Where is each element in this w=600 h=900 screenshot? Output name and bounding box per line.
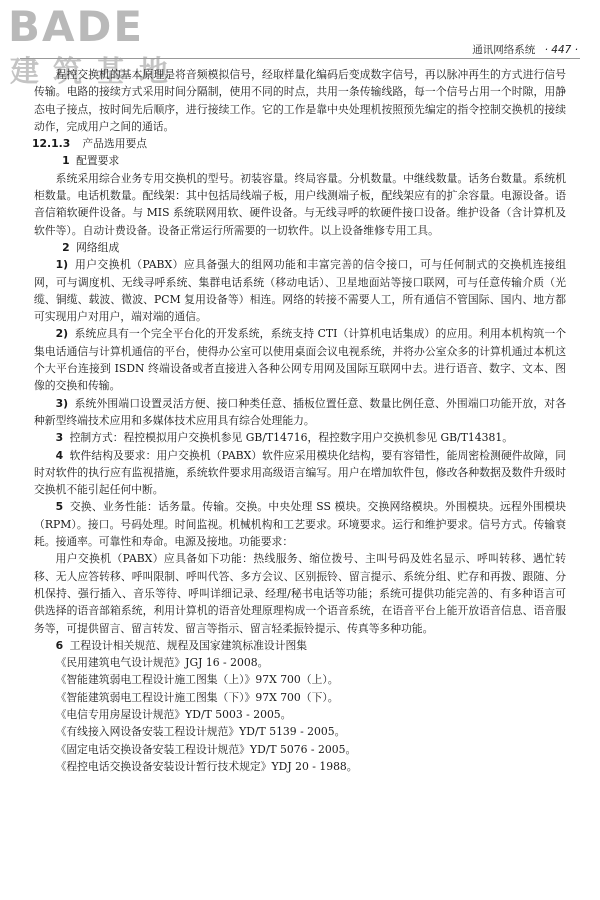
heading-2-number: 2 <box>62 240 70 254</box>
header-title: 通讯网络系统 <box>472 44 536 56</box>
item-1-text: 用户交换机（PABX）应具备强大的组网功能和丰富完善的信令接口，可与任何制式的交换机连接组网，可与调度机、无线寻呼系统、集群电话系统（移动电话）、卫星地面站等接口联网，可与任意传输介质（光缆、铜缆、载波、微波、PCM 复用设备等）相连。网络的转接不需要人工，所有通信不管国际、国内、地方都可实现用户对用户，端对端的通信。 <box>34 258 566 324</box>
heading-6-title: 工程设计相关规范、规程及国家建筑标准设计图集 <box>69 638 308 652</box>
item-2-text: 系统应具有一个完全平台化的开发系统，系统支持 CTI（计算机电话集成）的应用。利用本机构筑一个集电话通信与计算机通信的平台，使得办公室可以使用桌面会议电视系统，并将办公室众多的计算机通过本机这个大平台连接到 ISDN 终端设备或者直接进入各种公网专用网及国际互联网中去。进行语音、数字、文本、图像的交换和传输。 <box>34 327 566 393</box>
reference-item: 《程控电话交换设备安装设计暂行技术规定》YDJ 20 - 1988。 <box>55 759 358 773</box>
page-number: · 447 · <box>544 44 578 56</box>
reference-item: 《智能建筑弱电工程设计施工图集（下）》97X 700（下）。 <box>55 690 339 704</box>
page-body <box>34 66 566 775</box>
section-number: 12.1.3 <box>32 137 71 151</box>
heading-1-number: 1 <box>62 154 70 168</box>
heading-3-text: 控制方式：程控模拟用户交换机参见 GB/T14716，程控数字用户交换机参见 GB/T14381。 <box>69 431 514 445</box>
config-paragraph: 系统采用综合业务专用交换机的型号。初装容量。终局容量。分机数量。中继线数量。话务台数量。系统机柜数量。电话机数量。配线架：其中包括局线端子板，用户线测端子板，配线架应有的扩余容量。电源设备。语音信箱软硬件设备。与 MIS 系统联网用软、硬件设备。与无线寻呼的软硬件接口设备。维护设备（含计算机及软件等）。自动计费设备。设备正常运行所需要的一切软件。以上设备维修专用工具。 <box>34 171 566 237</box>
intro-paragraph: 程控交换机的基本原理是将音频模拟信号，经取样量化编码后变成数字信号，再以脉冲再生的方式进行信号传输。电路的接续方式采用时间分隔制，使用不同的时点，共用一条传输线路，每一个信号占用一个时隙，用静态电子接点，按时间先后顺序，进行接续工作。它的工作是靠中央处理机按照预先编定的指令控制交换机的接续动作，完成用户之间的通话。 <box>34 68 566 133</box>
item-3-number: 3) <box>55 396 69 410</box>
network-item-2 <box>34 325 566 394</box>
item-3-text: 系统外围端口设置灵活方便、接口种类任意、插板位置任意、数量比例任意、外围端口功能开放，对各种新型终端技术应用和多媒体技术应用具有综合处理能力。 <box>34 396 566 427</box>
heading-1-title: 配置要求 <box>76 154 120 168</box>
heading-2 <box>34 239 566 256</box>
logo-chinese-text: 建筑基地 <box>10 54 183 88</box>
reference-item: 《电信专用房屋设计规范》YD/T 5003 - 2005。 <box>55 707 292 721</box>
heading-6-paragraph <box>34 637 566 654</box>
reference-item: 《有线接入网设备安装工程设计规范》YD/T 5139 - 2005。 <box>55 725 346 739</box>
heading-3-number: 3 <box>55 431 64 445</box>
heading-2-title: 网络组成 <box>76 240 120 254</box>
heading-4-number: 4 <box>55 448 64 462</box>
features-paragraph: 用户交换机（PABX）应具备如下功能：热线服务、缩位拨号、主叫号码及姓名显示、呼叫转移、遇忙转移、无人应答转移、呼叫限制、呼叫代答、多方会议、区别振铃、留言提示、系统分组、贮存和再拨、跟随、分机保持、强行插入、音乐等待、呼叫详细记录、经理/秘书电话等功能；系统可提供功能完善的、有多种语言可供选择的语音部箱系统，利用计算机的语音处理原理构成一个语音系统，在语音平台上能开放语音信息、语音服务等，可提供留言、留言转发、留言等指示、留言轻柔振铃提示、传真等多种功能。 <box>34 552 566 635</box>
running-header <box>472 42 578 57</box>
heading-1 <box>34 152 566 169</box>
item-1-number: 1) <box>55 258 69 272</box>
reference-item: 《固定电话交换设备安装工程设计规范》YD/T 5076 - 2005。 <box>55 742 357 756</box>
reference-item: 《智能建筑弱电工程设计施工图集（上）》97X 700（上）。 <box>55 673 339 687</box>
heading-5-text: 交换、业务性能：话务量。传输。交换。中央处理 SS 模块。交换网络模块。外围模块。远程外围模块（RPM）。接口。号码处理。时间监视。机械机构和工艺要求。环境要求。运行和维护要求。信号方式。传输衰耗。接通率。可靠性和寿命。电源及接地。功能要求： <box>34 500 566 549</box>
header-rule <box>20 58 580 59</box>
section-heading <box>34 135 566 152</box>
reference-item: 《民用建筑电气设计规范》JGJ 16 - 2008。 <box>55 656 269 670</box>
logo-latin-text: BADE <box>8 2 145 51</box>
item-2-number: 2) <box>55 327 69 341</box>
heading-5-paragraph <box>34 498 566 550</box>
section-title: 产品选用要点 <box>82 137 148 151</box>
heading-6-number: 6 <box>55 638 64 652</box>
network-item-3 <box>34 395 566 430</box>
heading-5-number: 5 <box>55 500 64 514</box>
heading-4-text: 软件结构及要求：用户交换机（PABX）软件应采用模块化结构，要有容错性，能周密检测硬件故障，同时对软件的执行应有监视措施，系统软件要求用高级语言编写。用户在增加软件包，修改各种数据及数件升级时交换机不能引起任何中断。 <box>34 448 566 497</box>
heading-3-paragraph <box>34 429 566 446</box>
heading-4-paragraph <box>34 447 566 499</box>
network-item-1 <box>34 256 566 325</box>
